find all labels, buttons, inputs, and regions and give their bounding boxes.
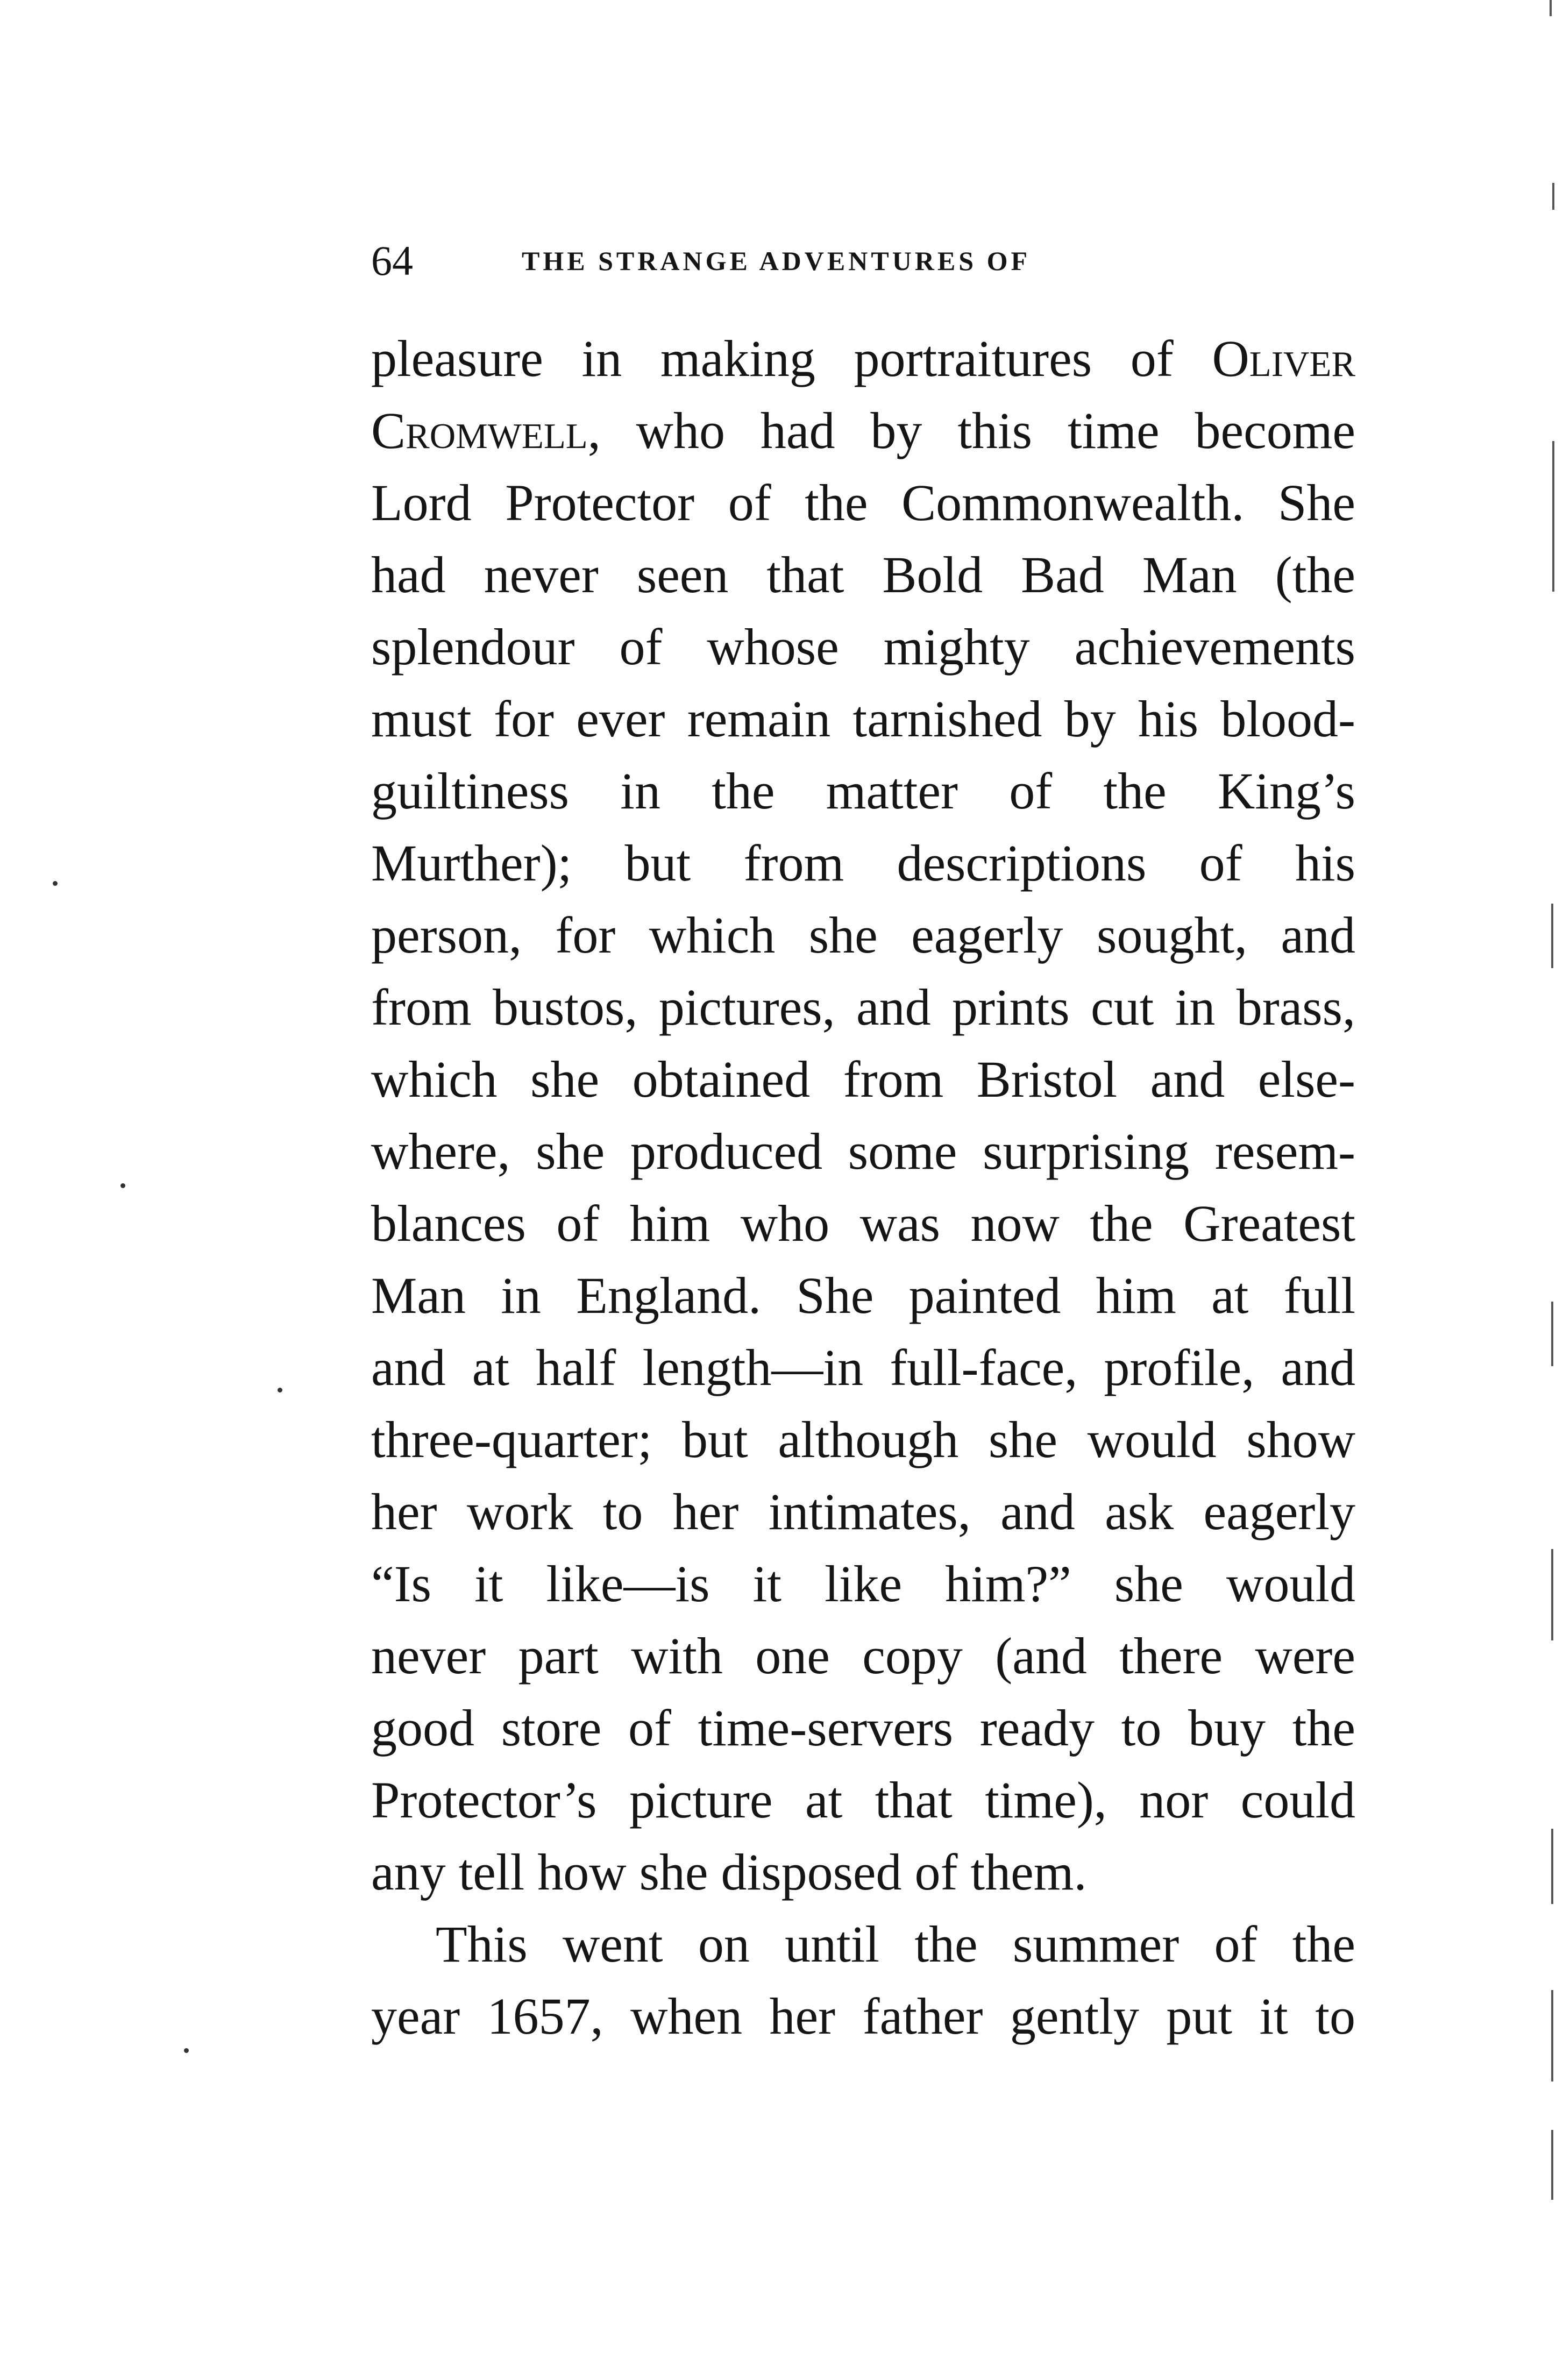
text-line: This went on until the summer of the [436, 1915, 1355, 1973]
name-cromwell: Cromwell, [371, 402, 601, 459]
scan-edge-mark [1551, 2130, 1553, 2200]
text-line: pleasure in making portraitures of Oliver [371, 330, 1356, 387]
text-line: any tell how she disposed of them. [371, 1843, 1087, 1901]
scan-speck [120, 1183, 125, 1188]
text-line: had never seen that Bold Bad Man (the [371, 546, 1355, 603]
scan-edge-mark [1552, 441, 1554, 592]
scan-edge-mark [1551, 1549, 1553, 1640]
text-line: her work to her intimates, and ask eagerly [371, 1483, 1355, 1540]
text-line: and at half length—in full-face, profile, and [371, 1339, 1355, 1396]
text-line: never part with one copy (and there were [371, 1627, 1355, 1685]
text-line: where, she produced some surprising resem- [371, 1122, 1355, 1180]
scan-edge-mark [1550, 0, 1552, 16]
text-line: Murther); but from descriptions of his [371, 834, 1355, 892]
page-header [371, 231, 1355, 290]
text-line: “Is it like—is it like him?” she would [371, 1555, 1355, 1612]
text-line: Lord Protector of the Commonwealth. She [371, 474, 1355, 531]
scan-edge-mark [1551, 1829, 1553, 1904]
scan-edge-mark [1551, 1990, 1553, 2081]
text-line: Man in England. She painted him at full [371, 1267, 1355, 1324]
text-line: Cromwell, who had by this time become [371, 402, 1355, 459]
name-oliver: Oliver [1212, 330, 1356, 387]
text-line: must for ever remain tarnished by his blood- [371, 690, 1355, 748]
scan-speck [278, 1388, 282, 1393]
text-line: splendour of whose mighty achievements [371, 618, 1355, 676]
text-line: guiltiness in the matter of the King’s [371, 762, 1355, 820]
running-head: THE STRANGE ADVENTURES OF [522, 246, 1031, 276]
scan-speck [184, 2048, 189, 2053]
text-line: person, for which she eagerly sought, and [371, 906, 1355, 964]
body-text [371, 323, 1355, 2052]
scan-edge-mark [1552, 183, 1554, 210]
text-line: blances of him who was now the Greatest [371, 1195, 1355, 1252]
text-line: from bustos, pictures, and prints cut in brass, [371, 978, 1355, 1036]
scan-speck [53, 881, 58, 886]
text-line: good store of time-servers ready to buy the [371, 1699, 1355, 1757]
text-line: Protector’s picture at that time), nor could [371, 1771, 1355, 1829]
page-number: 64 [371, 237, 413, 284]
text-line: year 1657, when her father gently put it to [371, 1987, 1355, 2045]
text-line: which she obtained from Bristol and else- [371, 1050, 1355, 1108]
text-line: three-quarter; but although she would show [371, 1411, 1355, 1468]
scan-edge-mark [1551, 904, 1553, 968]
scan-edge-mark [1551, 1302, 1553, 1366]
